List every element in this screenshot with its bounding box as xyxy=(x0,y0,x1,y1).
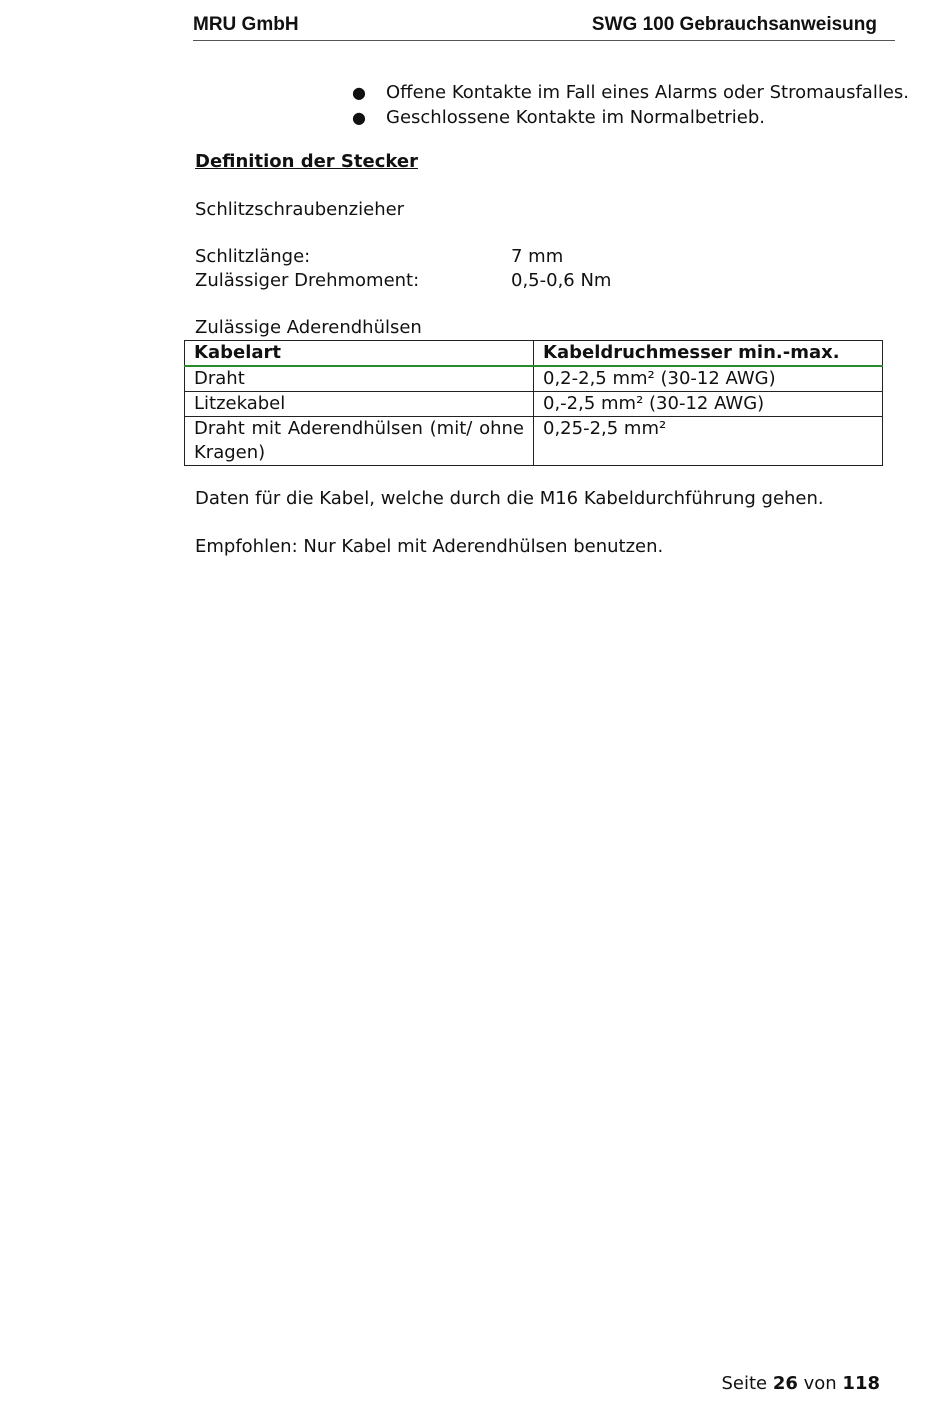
bullet-icon: ● xyxy=(352,83,366,102)
list-item: ● Offene Kontakte im Fall eines Alarms oder Stromausfalles. xyxy=(352,82,910,103)
cable-table xyxy=(184,340,883,466)
list-item: ● Geschlossene Kontakte im Normalbetrieb. xyxy=(352,107,766,128)
document-title: SWG 100 Gebrauchsanweisung xyxy=(591,14,877,35)
section-heading: Definition der Stecker xyxy=(195,151,418,172)
table-cell: Draht xyxy=(185,366,534,392)
spec-label: Schlitzlänge: xyxy=(195,246,311,267)
table-cell: 0,2-2,5 mm² (30-12 AWG) xyxy=(534,366,883,392)
bullet-icon: ● xyxy=(352,108,366,127)
page-header xyxy=(193,14,895,41)
table-cell: 0,-2,5 mm² (30-12 AWG) xyxy=(534,392,883,417)
table-header-row xyxy=(185,341,883,367)
table-cell: Draht mit Aderendhülsen (mit/ ohne Kragen) xyxy=(185,417,534,466)
spec-value: 0,5-0,6 Nm xyxy=(511,270,612,291)
table-cell: Litzekabel xyxy=(185,392,534,417)
note-text: Daten für die Kabel, welche durch die M16 Kabeldurchführung gehen. xyxy=(195,488,824,509)
tool-label: Schlitzschraubenzieher xyxy=(195,199,405,220)
spec-label: Zulässiger Drehmoment: xyxy=(195,270,420,291)
page-number: Seite 26 von 118 xyxy=(721,1373,880,1394)
company-name: MRU GmbH xyxy=(193,14,299,35)
spec-value: 7 mm xyxy=(511,246,564,267)
table-row xyxy=(185,417,883,466)
column-header: Kabelart xyxy=(185,341,534,367)
column-header: Kabeldruchmesser min.-max. xyxy=(534,341,883,367)
table-row xyxy=(185,366,883,392)
bullet-list xyxy=(352,80,909,130)
table-cell: 0,25-2,5 mm² xyxy=(534,417,883,466)
note-text: Empfohlen: Nur Kabel mit Aderendhülsen benutzen. xyxy=(195,536,664,557)
table-caption: Zulässige Aderendhülsen xyxy=(195,317,422,338)
table-row xyxy=(185,392,883,417)
